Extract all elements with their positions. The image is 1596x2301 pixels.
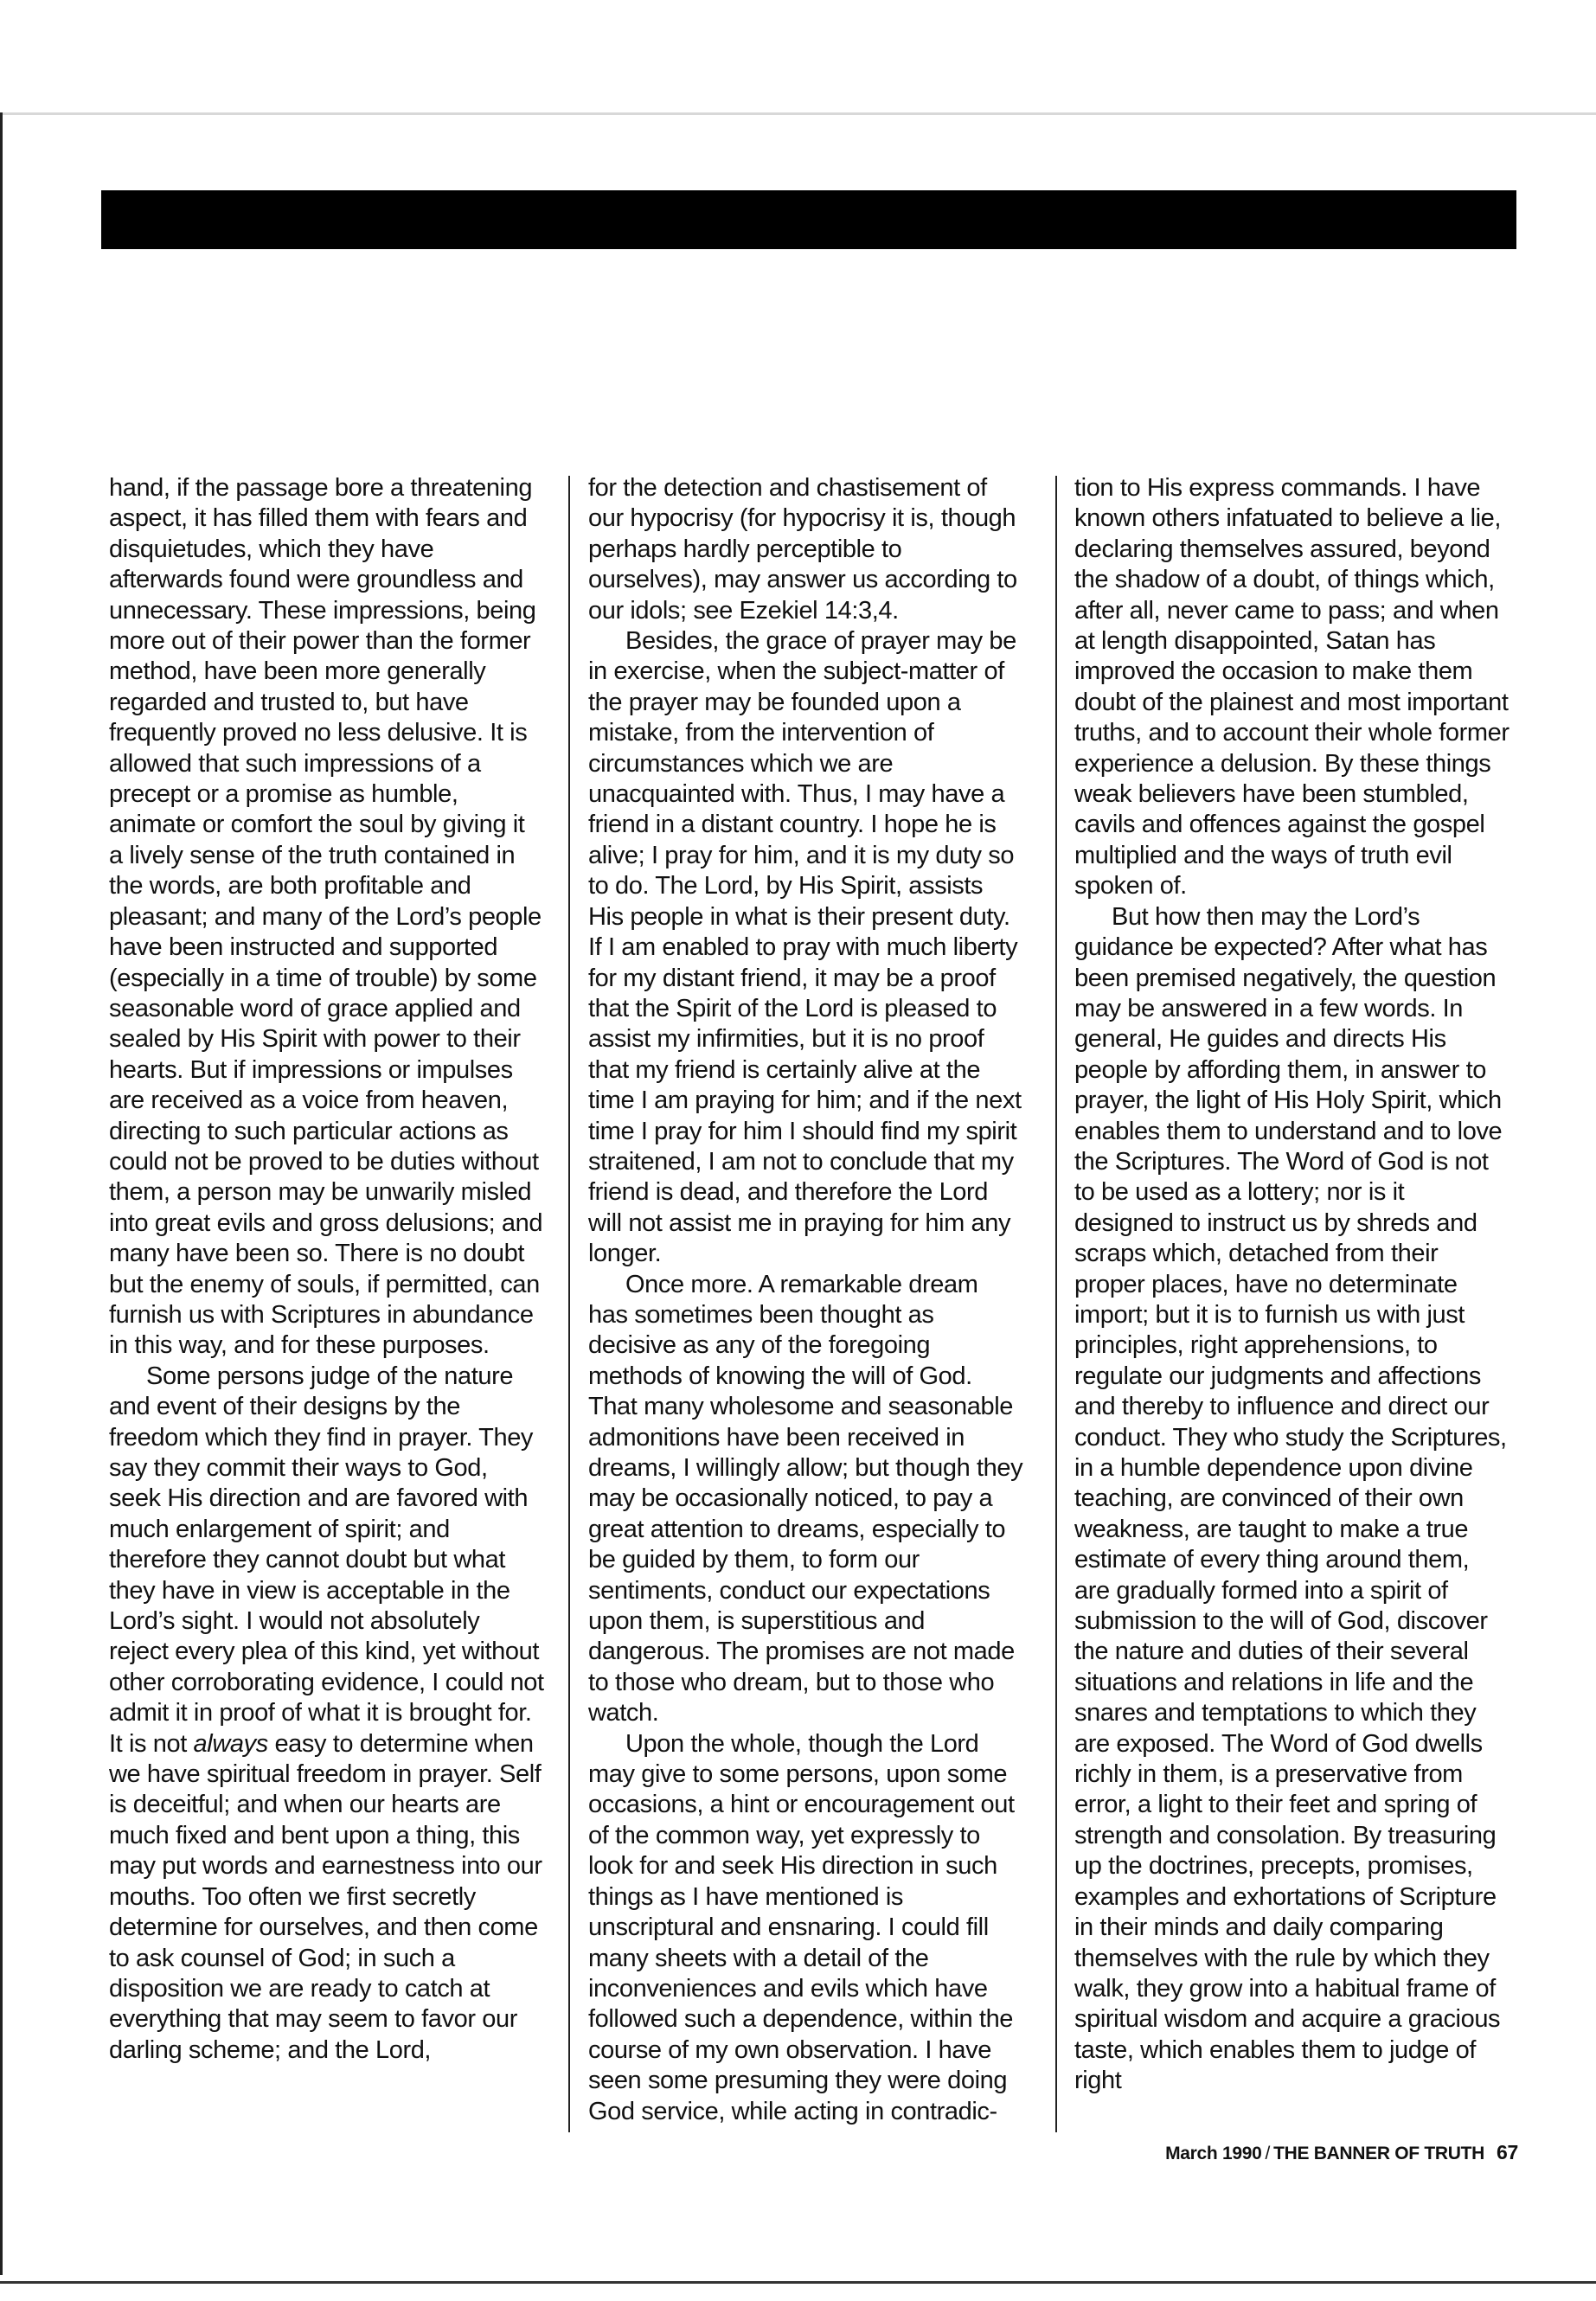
paragraph: [588, 1270, 1023, 1729]
paragraph: [109, 1362, 544, 2066]
page-number: 67: [1497, 2141, 1518, 2163]
text-column-1: [109, 473, 544, 2066]
paragraph-text: easy to determine when we have spiritual freedom in prayer. Self is deceitful; and when our hearts are much fixed and bent upon a thing, this may put words and earnestness into our mouths. Too often we first secretly determine for ourselves, and then come to ask counsel of God; in such a disposition we are ready to catch at everything that may seem to favor our darling scheme; and the Lord,: [109, 1729, 542, 2064]
paragraph: [588, 626, 1023, 1270]
column-divider-1: [568, 476, 570, 2132]
paragraph-text: Upon the whole, though the Lord may give to some persons, upon some occasions, a hint or encouragement out of the common way, yet expressly to look for and seek His direction in such things as I have mentioned is unscriptural and ensnaring. I could fill many sheets with a detail of the inconveniences and evils which have followed such a dependence, within the course of my own observation. I have seen some presuming they were doing God service, while acting in contradic-: [588, 1729, 1015, 2125]
paragraph: [1074, 902, 1509, 2097]
column-divider-2: [1055, 476, 1057, 2132]
paragraph-text: Some persons judge of the nature and event of their designs by the freedom which they find in prayer. They say they commit their ways to God, seek His direction and are favored with much enlargement of spirit; and therefore they cannot doubt but what they have in view is acceptable in the Lord’s sight. I would not absolutely reject every plea of this kind, yet without other corroborating evidence, I could not admit it in proof of what it is brought for. It is not: [109, 1362, 544, 1758]
header-black-bar: [101, 190, 1516, 249]
footer-date: March 1990: [1165, 2144, 1262, 2163]
text-column-3: [1074, 473, 1509, 2097]
paragraph-text: tion to His express commands. I have known others infatuated to believe a lie, declaring themselves assured, beyond the shadow of a doubt, of things which, after all, never came to pass; and when at length disappointed, Satan has improved the occasion to make them doubt of the plainest and most important truths, and to account their whole former experience a delusion. By these things weak believers have been stumbled, cavils and offences against the gospel multiplied and the ways of truth evil spoken of.: [1074, 474, 1509, 901]
emphasis-text: always: [193, 1729, 268, 1758]
paragraph-text: for the detection and chastisement of our hypocrisy (for hypocrisy it is, though perhaps hardly perceptible to ourselves), may answer us according to our idols; see Ezekiel 14:3,4.: [588, 474, 1017, 625]
left-edge-rule: [0, 112, 3, 2275]
footer-publication: THE BANNER OF TRUTH: [1273, 2144, 1485, 2163]
paragraph: [588, 473, 1023, 626]
text-column-2: [588, 473, 1023, 2127]
footer-separator: /: [1265, 2144, 1271, 2163]
bottom-edge-rule: [0, 2281, 1596, 2284]
page-footer: [1165, 2141, 1518, 2164]
paragraph-text: Once more. A remarkable dream has sometimes been thought as decisive as any of the foregoing methods of knowing the will of God. That many wholesome and seasonable admonitions have been received in dreams, I willingly allow; but though they may be occasionally noticed, to pay a great attention to dreams, especially to be guided by them, to form our sentiments, conduct our expectations upon them, is superstitious and dangerous. The promises are not made to those who dream, but to those who watch.: [588, 1270, 1023, 1727]
paragraph-text: Besides, the grace of prayer may be in exercise, when the subject-matter of the prayer may be founded upon a mistake, from the intervention of circumstances which we are unacquainted with. Thus, I may have a friend in a distant country. I hope he is alive; I pray for him, and it is my duty so to do. The Lord, by His Spirit, assists His people in what is their present duty. If I am enabled to pray with much liberty for my distant friend, it may be a proof that the Spirit of the Lord is pleased to assist my infirmities, but it is no proof that my friend is certainly alive at the time I am praying for him; and if the next time I pray for him I should find my spirit straitened, I am not to conclude that my friend is dead, and therefore the Lord will not assist me in praying for him any longer.: [588, 627, 1022, 1268]
paragraph: [588, 1729, 1023, 2127]
paragraph-text: hand, if the passage bore a threatening aspect, it has filled them with fears and disquietudes, which they have afterwards found were groundless and unnecessary. These impressions, being more out of their power than the former method, have been more generally regarded and trusted to, but have frequently proved no less delusive. It is allowed that such impressions of a precept or a promise as humble, animate or comfort the soul by giving it a lively sense of the truth contained in the words, are both profitable and pleasant; and many of the Lord’s people have been instructed and supported (especially in a time of trouble) by some seasonable word of grace applied and sealed by His Spirit with power to their hearts. But if impressions or impulses are received as a voice from heaven, directing to such particular actions as could not be proved to be duties without them, a person may be unwarily misled into great evils and gross delusions; and many have been so. There is no doubt but the enemy of souls, if permitted, can furnish us with Scriptures in abundance in this way, and for these purposes.: [109, 474, 543, 1360]
paragraph-text: But how then may the Lord’s guidance be expected? After what has been premised negatively, the question may be answered in a few words. In general, He guides and directs His people by affording them, in answer to prayer, the light of His Holy Spirit, which enables them to understand and to love the Scriptures. The Word of God is not to be used as a lottery; nor is it designed to instruct us by shreds and scraps which, detached from their proper places, have no determinate import; but it is to furnish us with just principles, right apprehensions, to regulate our judgments and affections and thereby to influence and direct our conduct. They who study the Scriptures, in a humble dependence upon divine teaching, are convinced of their own weakness, are taught to make a true estimate of every thing around them, are gradually formed into a spirit of submission to the will of God, discover the nature and duties of their several situations and relations in life and the snares and temptations to which they are exposed. The Word of God dwells richly in them, is a preservative from error, a light to their feet and spring of strength and consolation. By treasuring up the doctrines, precepts, promises, examples and exhortations of Scripture in their minds and daily comparing themselves with the rule by which they walk, they grow into a habitual frame of spiritual wisdom and acquire a gracious taste, which enables them to judge of right: [1074, 902, 1507, 2095]
paragraph: [109, 473, 544, 1362]
paragraph: [1074, 473, 1509, 902]
top-edge-rule: [0, 112, 1596, 115]
